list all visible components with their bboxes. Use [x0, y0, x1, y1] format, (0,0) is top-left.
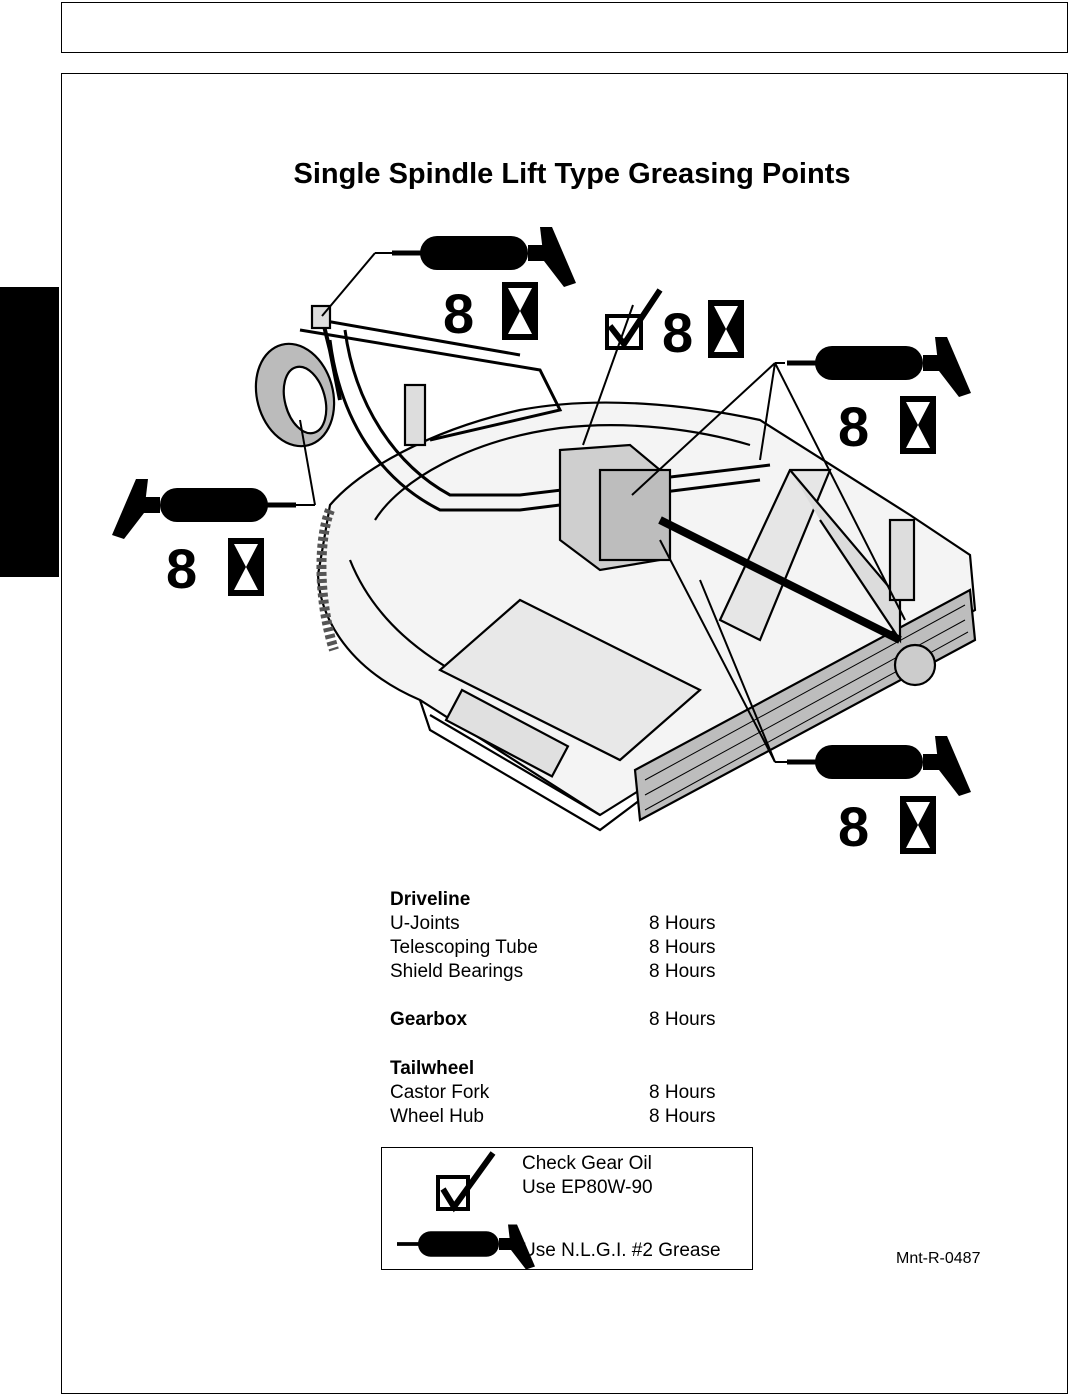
hourglass-icon [900, 796, 936, 854]
checkbox-icon [607, 290, 660, 348]
grease-gun-icon [392, 227, 576, 287]
legend-box [381, 1147, 753, 1270]
legend-grease-type: Use N.L.G.I. #2 Grease [522, 1240, 721, 1261]
item-interval: 8 Hours [649, 937, 716, 958]
item-name: Shield Bearings [390, 961, 524, 982]
item-interval: 8 Hours [649, 913, 716, 934]
section-heading: Tailwheel [390, 1058, 475, 1079]
section-heading: Driveline [390, 889, 471, 910]
item-name: Wheel Hub [390, 1106, 484, 1127]
item-name: Castor Fork [390, 1082, 490, 1103]
interval-digit: 8 [166, 537, 198, 600]
legend-oil-type: Use EP80W-90 [522, 1177, 653, 1198]
legend-check-oil: Check Gear Oil [522, 1153, 652, 1174]
item-name: U-Joints [390, 913, 460, 934]
grease-gun-icon [787, 337, 971, 397]
grease-gun-icon [112, 479, 296, 539]
interval-digit: 8 [838, 395, 870, 458]
item-interval: 8 Hours [649, 1009, 716, 1030]
interval-digit: 8 [838, 795, 870, 858]
hourglass-icon [900, 396, 936, 454]
hourglass-icon [228, 538, 264, 596]
hourglass-icon [708, 300, 744, 358]
page-title: Single Spindle Lift Type Greasing Points [293, 158, 851, 190]
grease-gun-icon [397, 1225, 535, 1270]
item-name: Telescoping Tube [390, 937, 538, 958]
document-reference: Mnt-R-0487 [896, 1250, 981, 1267]
hourglass-icon [502, 282, 538, 340]
grease-gun-icon [787, 736, 971, 796]
item-interval: 8 Hours [649, 961, 716, 982]
interval-digit: 8 [662, 301, 694, 364]
section-heading: Gearbox [390, 1009, 468, 1030]
interval-digit: 8 [443, 282, 475, 345]
checkbox-icon [438, 1153, 493, 1209]
item-interval: 8 Hours [649, 1106, 716, 1127]
item-interval: 8 Hours [649, 1082, 716, 1103]
